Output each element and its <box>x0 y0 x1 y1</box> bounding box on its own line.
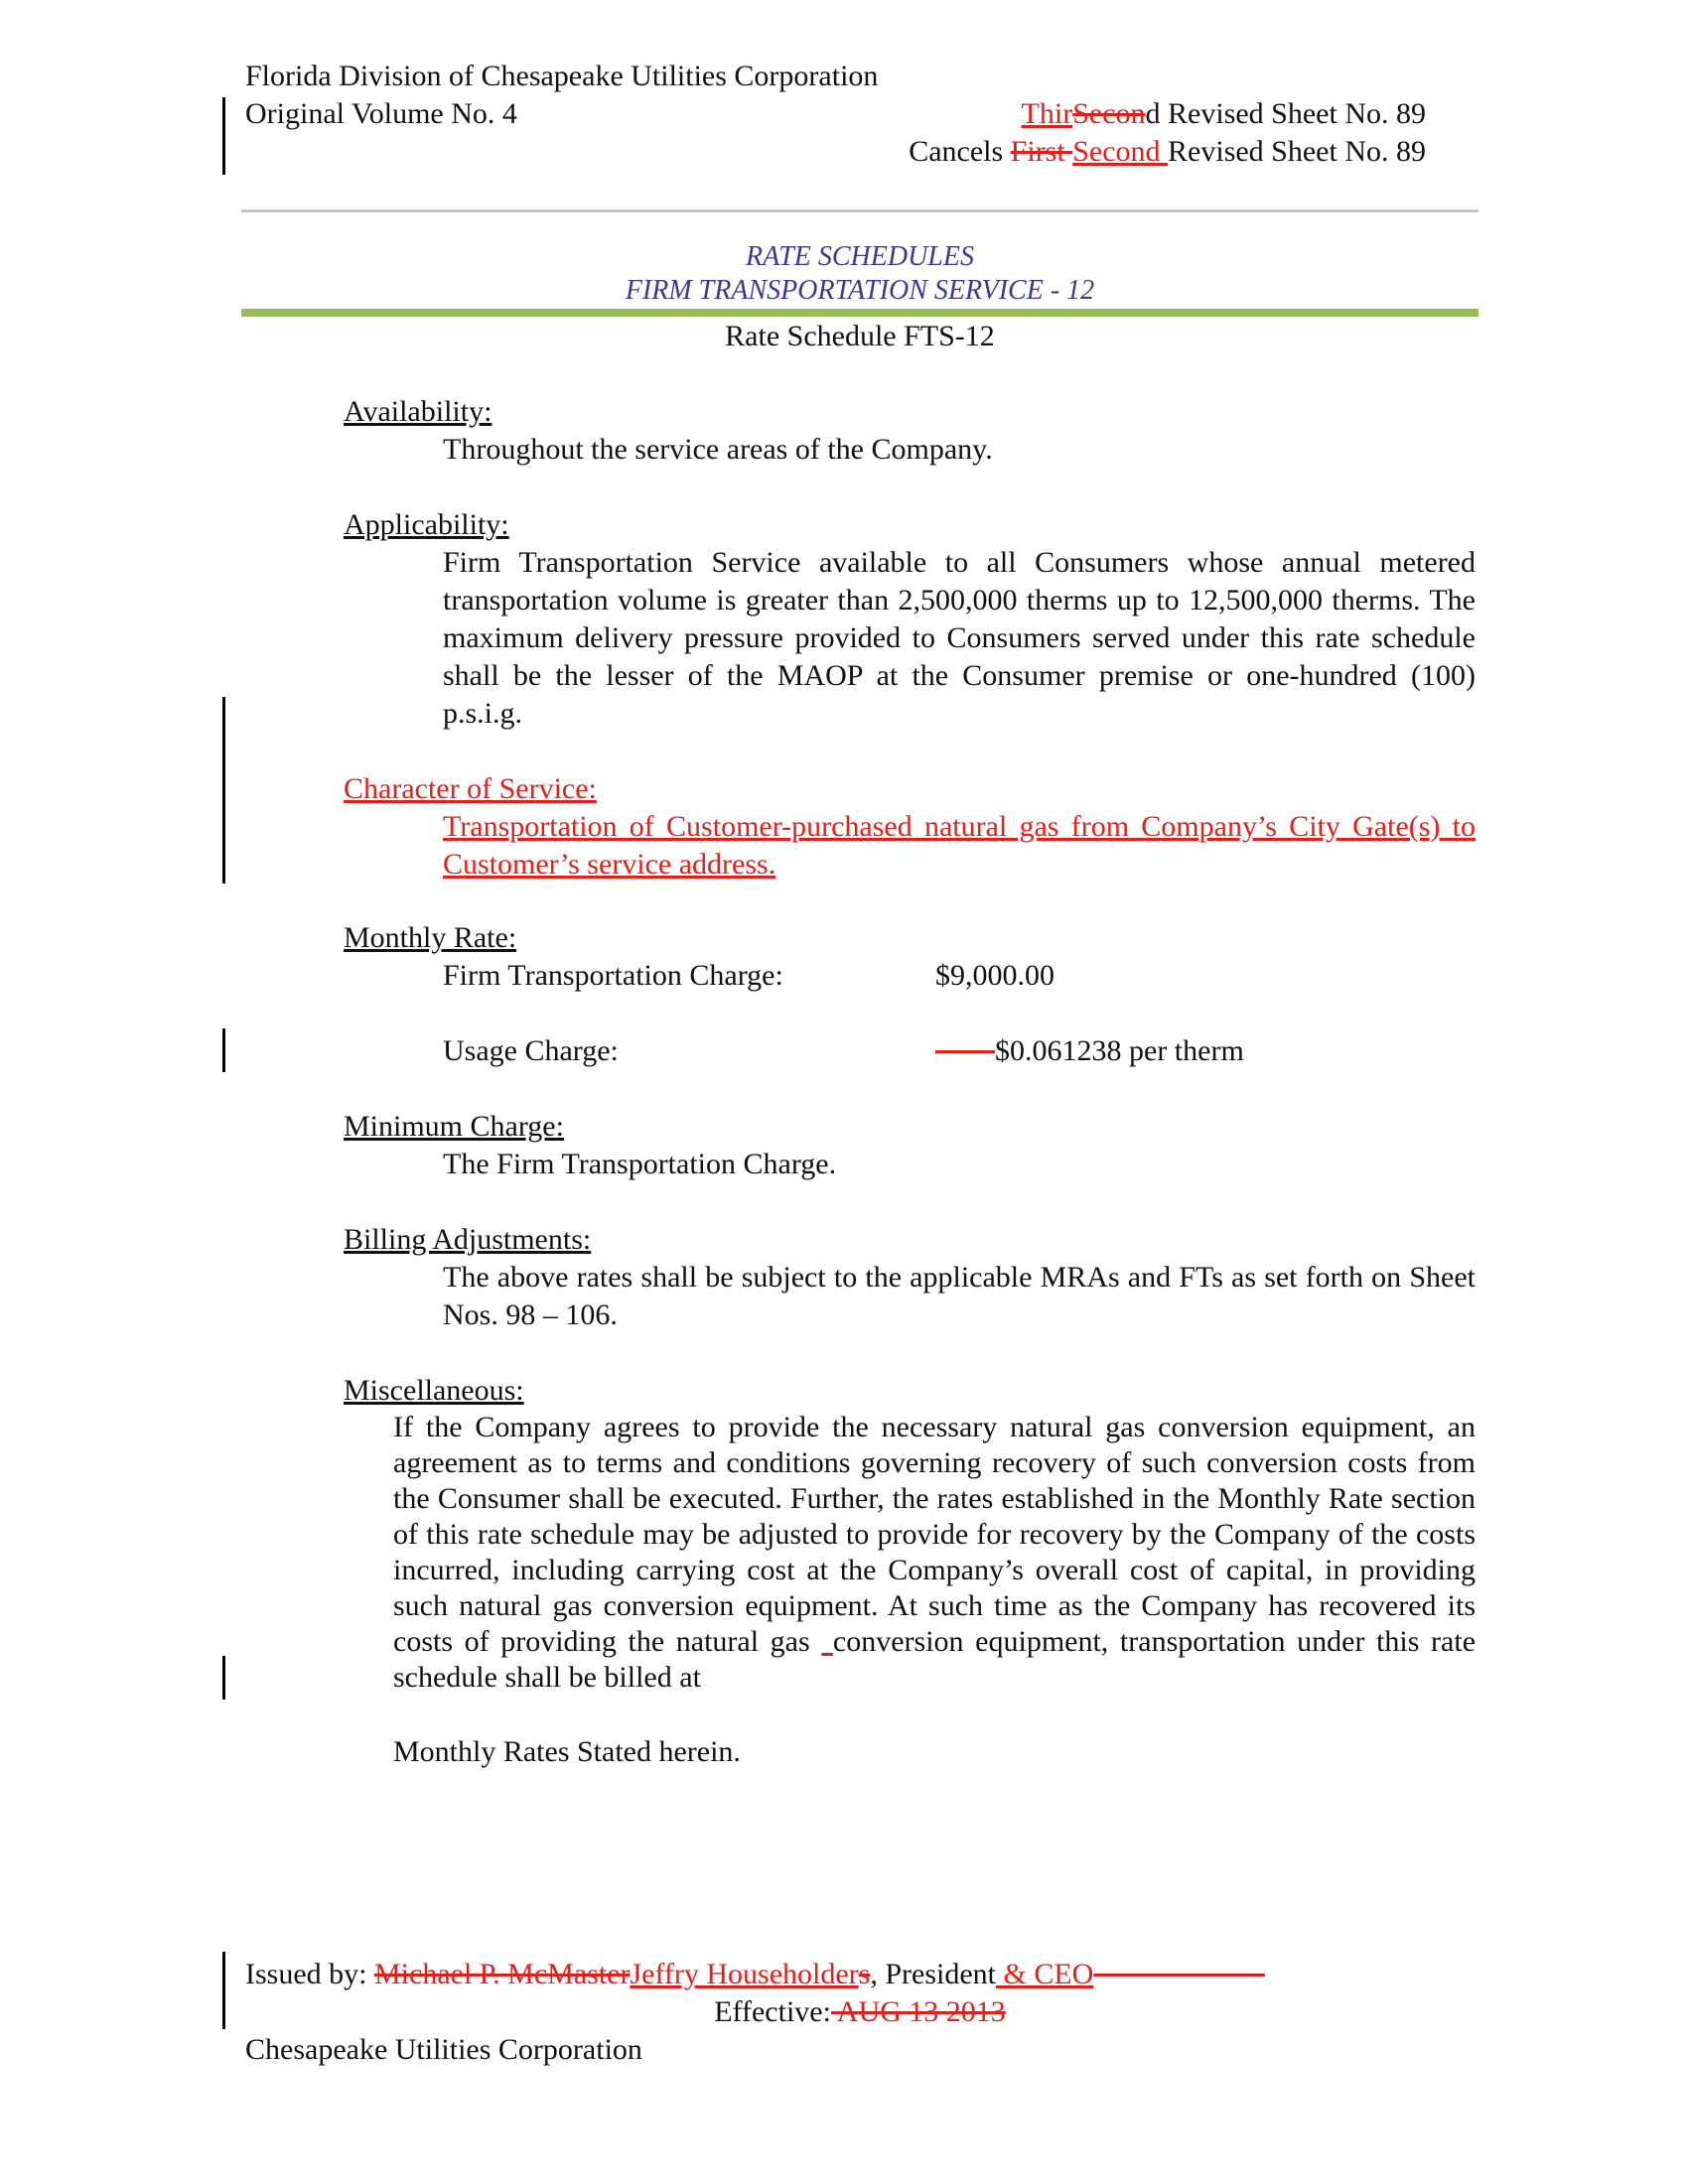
usage-value-line <box>935 1032 1244 1070</box>
usage-value: $0.061238 per therm <box>995 1034 1244 1067</box>
footer-company: Chesapeake Utilities Corporation <box>245 2033 642 2066</box>
billing-text: The above rates shall be subject to the applicable MRAs and FTs as set forth on Sheet Nos. 98 – 106. <box>443 1261 1476 1331</box>
applicability-text: Firm Transportation Service available to all Consumers whose annual metered transportation volume is greater than 2,500,000 therms up to 12,500,000 therms. The maximum delivery pressure provided to Consumers served under this rate schedule shall be the lesser of the MAOP at the Consumer premise or one-hundred (100) p.s.i.g. <box>443 546 1476 730</box>
issued-inserted-ceo: & CEO <box>996 1958 1094 1990</box>
sheet-rest: d Revised Sheet No. 89 <box>1145 97 1426 130</box>
character-heading: Character of Service: <box>344 772 597 805</box>
change-bar-character <box>222 697 225 884</box>
misc-heading: Miscellaneous: <box>344 1374 524 1407</box>
schedule-name: Rate Schedule FTS-12 <box>725 320 995 352</box>
usage-deleted <box>935 1034 995 1067</box>
cancels-inserted: Second <box>1072 135 1169 168</box>
effective-line <box>241 1993 1478 2031</box>
effective-deleted-date: AUG 13 2013 <box>830 1995 1006 2028</box>
issued-deleted-trail <box>1093 1958 1265 1990</box>
title-service: FIRM TRANSPORTATION SERVICE - 12 <box>625 275 1095 306</box>
change-bar-footer <box>222 1952 225 2029</box>
issued-deleted-s: s <box>858 1958 871 1990</box>
issued-deleted-name: Michael P. McMaster <box>374 1958 631 1990</box>
misc-text-final: Monthly Rates Stated herein. <box>393 1735 741 1768</box>
sheet-number <box>1022 95 1426 133</box>
title-rule <box>241 309 1478 317</box>
availability-heading: Availability: <box>344 395 492 428</box>
misc-text-a: If the Company agrees to provide the necessary natural gas conversion equipment, an agreement as to terms and conditions governing recovery of such conversion costs from the Consumer shall be executed. Further, the rates established in the Monthly Rate section of this rate schedule may be adjusted to provide for recovery by the Company of the costs incurred, including carrying cost at the Company’s overall cost of capital, in providing such natural gas conversion equipment. At such time as the Company has recovered its costs of providing the natural gas <box>393 1411 1476 1658</box>
misc-text-b: conversion equipment, transportation under this rate schedule shall be billed at <box>393 1625 1477 1694</box>
change-bar-usage <box>222 1028 225 1072</box>
sheet-deleted: Secon <box>1072 97 1146 130</box>
availability-text: Throughout the service areas of the Company. <box>443 433 993 466</box>
change-bar-misc <box>222 1656 225 1700</box>
issued-by-line <box>245 1956 1265 1993</box>
cancels-rest: Revised Sheet No. 89 <box>1168 135 1426 168</box>
monthly-rate-heading: Monthly Rate: <box>344 921 517 954</box>
usage-label: Usage Charge: <box>443 1034 619 1067</box>
cancels-line <box>909 133 1426 171</box>
title-rate-schedules: RATE SCHEDULES <box>746 241 974 272</box>
applicability-heading: Applicability: <box>344 508 509 541</box>
cancels-deleted: First <box>1010 135 1073 168</box>
issued-prefix: Issued by: <box>245 1958 374 1990</box>
effective-label: Effective: <box>714 1995 831 2028</box>
company-header: Florida Division of Chesapeake Utilities Corporation <box>245 60 879 92</box>
minimum-heading: Minimum Charge: <box>344 1110 564 1143</box>
issued-inserted-name: Jeffry Householder <box>630 1958 859 1990</box>
ftc-value: $9,000.00 <box>935 959 1055 992</box>
billing-heading: Billing Adjustments: <box>344 1223 592 1256</box>
volume-label: Original Volume No. 4 <box>245 97 517 130</box>
issued-title: , President <box>870 1958 997 1990</box>
misc-text-inserted <box>821 1625 833 1658</box>
minimum-text: The Firm Transportation Charge. <box>443 1148 837 1180</box>
sheet-inserted: Thir <box>1021 97 1073 130</box>
cancels-prefix: Cancels <box>909 135 1011 168</box>
misc-text <box>393 1410 1476 1696</box>
ftc-label: Firm Transportation Charge: <box>443 959 783 992</box>
character-text: Transportation of Customer-purchased natural gas from Company’s City Gate(s) to Customer’s service address. <box>443 810 1476 881</box>
header-rule <box>241 209 1478 212</box>
change-bar-header <box>222 97 225 175</box>
